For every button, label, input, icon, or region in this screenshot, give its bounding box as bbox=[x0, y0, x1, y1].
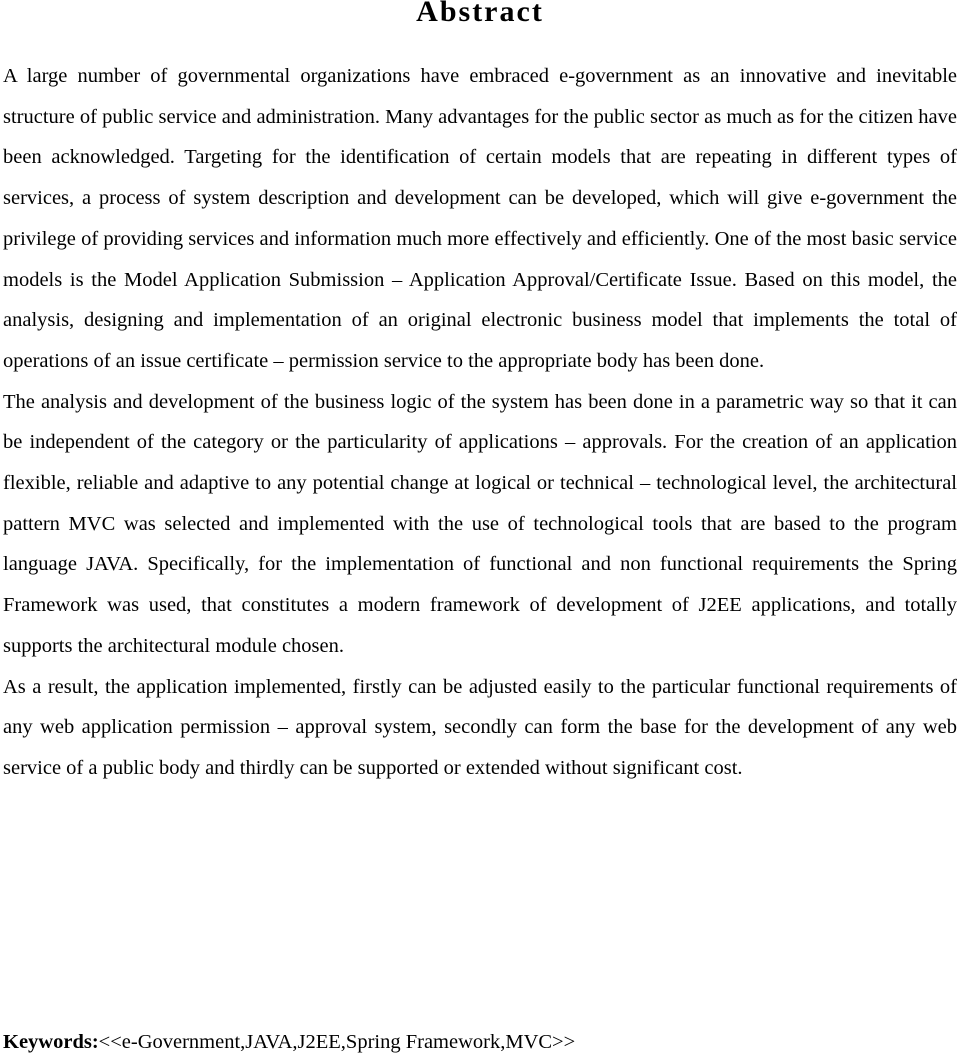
abstract-paragraph-3: As a result, the application implemented, firstly can be adjusted easily to the particular functional requirements of any web application permission – approval system, secondly can form the base for the development of any web service of a public body and thirdly can be supported or extended without significant cost. bbox=[3, 675, 957, 779]
abstract-paragraph-2: The analysis and development of the business logic of the system has been done in a parametric way so that it can be independent of the category or the particularity of applications – approvals. For the creation of an application flexible, reliable and adaptive to any potential change at logical or technical – technological level, the architectural pattern MVC was selected and implemented with the use of technological tools that are based to the program language JAVA. Specifically, for the implementation of functional and non functional requirements the Spring Framework was used, that constitutes a modern framework of development of J2EE applications, and totally supports the architectural module chosen. bbox=[3, 390, 957, 657]
keywords-value: <<e-Government,JAVA,J2EE,Spring Framework,MVC>> bbox=[98, 1031, 576, 1053]
keywords-line bbox=[3, 1024, 957, 1060]
keywords-label: Keywords: bbox=[3, 1031, 99, 1053]
abstract-body bbox=[3, 56, 957, 789]
abstract-title: Abstract bbox=[416, 0, 544, 28]
abstract-paragraph-1: A large number of governmental organizations have embraced e-government as an innovative and inevitable structure of public service and administration. Many advantages for the public sector as much as for the citizen have been acknowledged. Targeting for the identification of certain models that are repeating in different types of services, a process of system description and development can be developed, which will give e-government the privilege of providing services and information much more effectively and efficiently. One of the most basic service models is the Model Application Submission – Application Approval/Certificate Issue. Based on this model, the analysis, designing and implementation of an original electronic business model that implements the total of operations of an issue certificate – permission service to the appropriate body has been done. bbox=[3, 65, 957, 372]
